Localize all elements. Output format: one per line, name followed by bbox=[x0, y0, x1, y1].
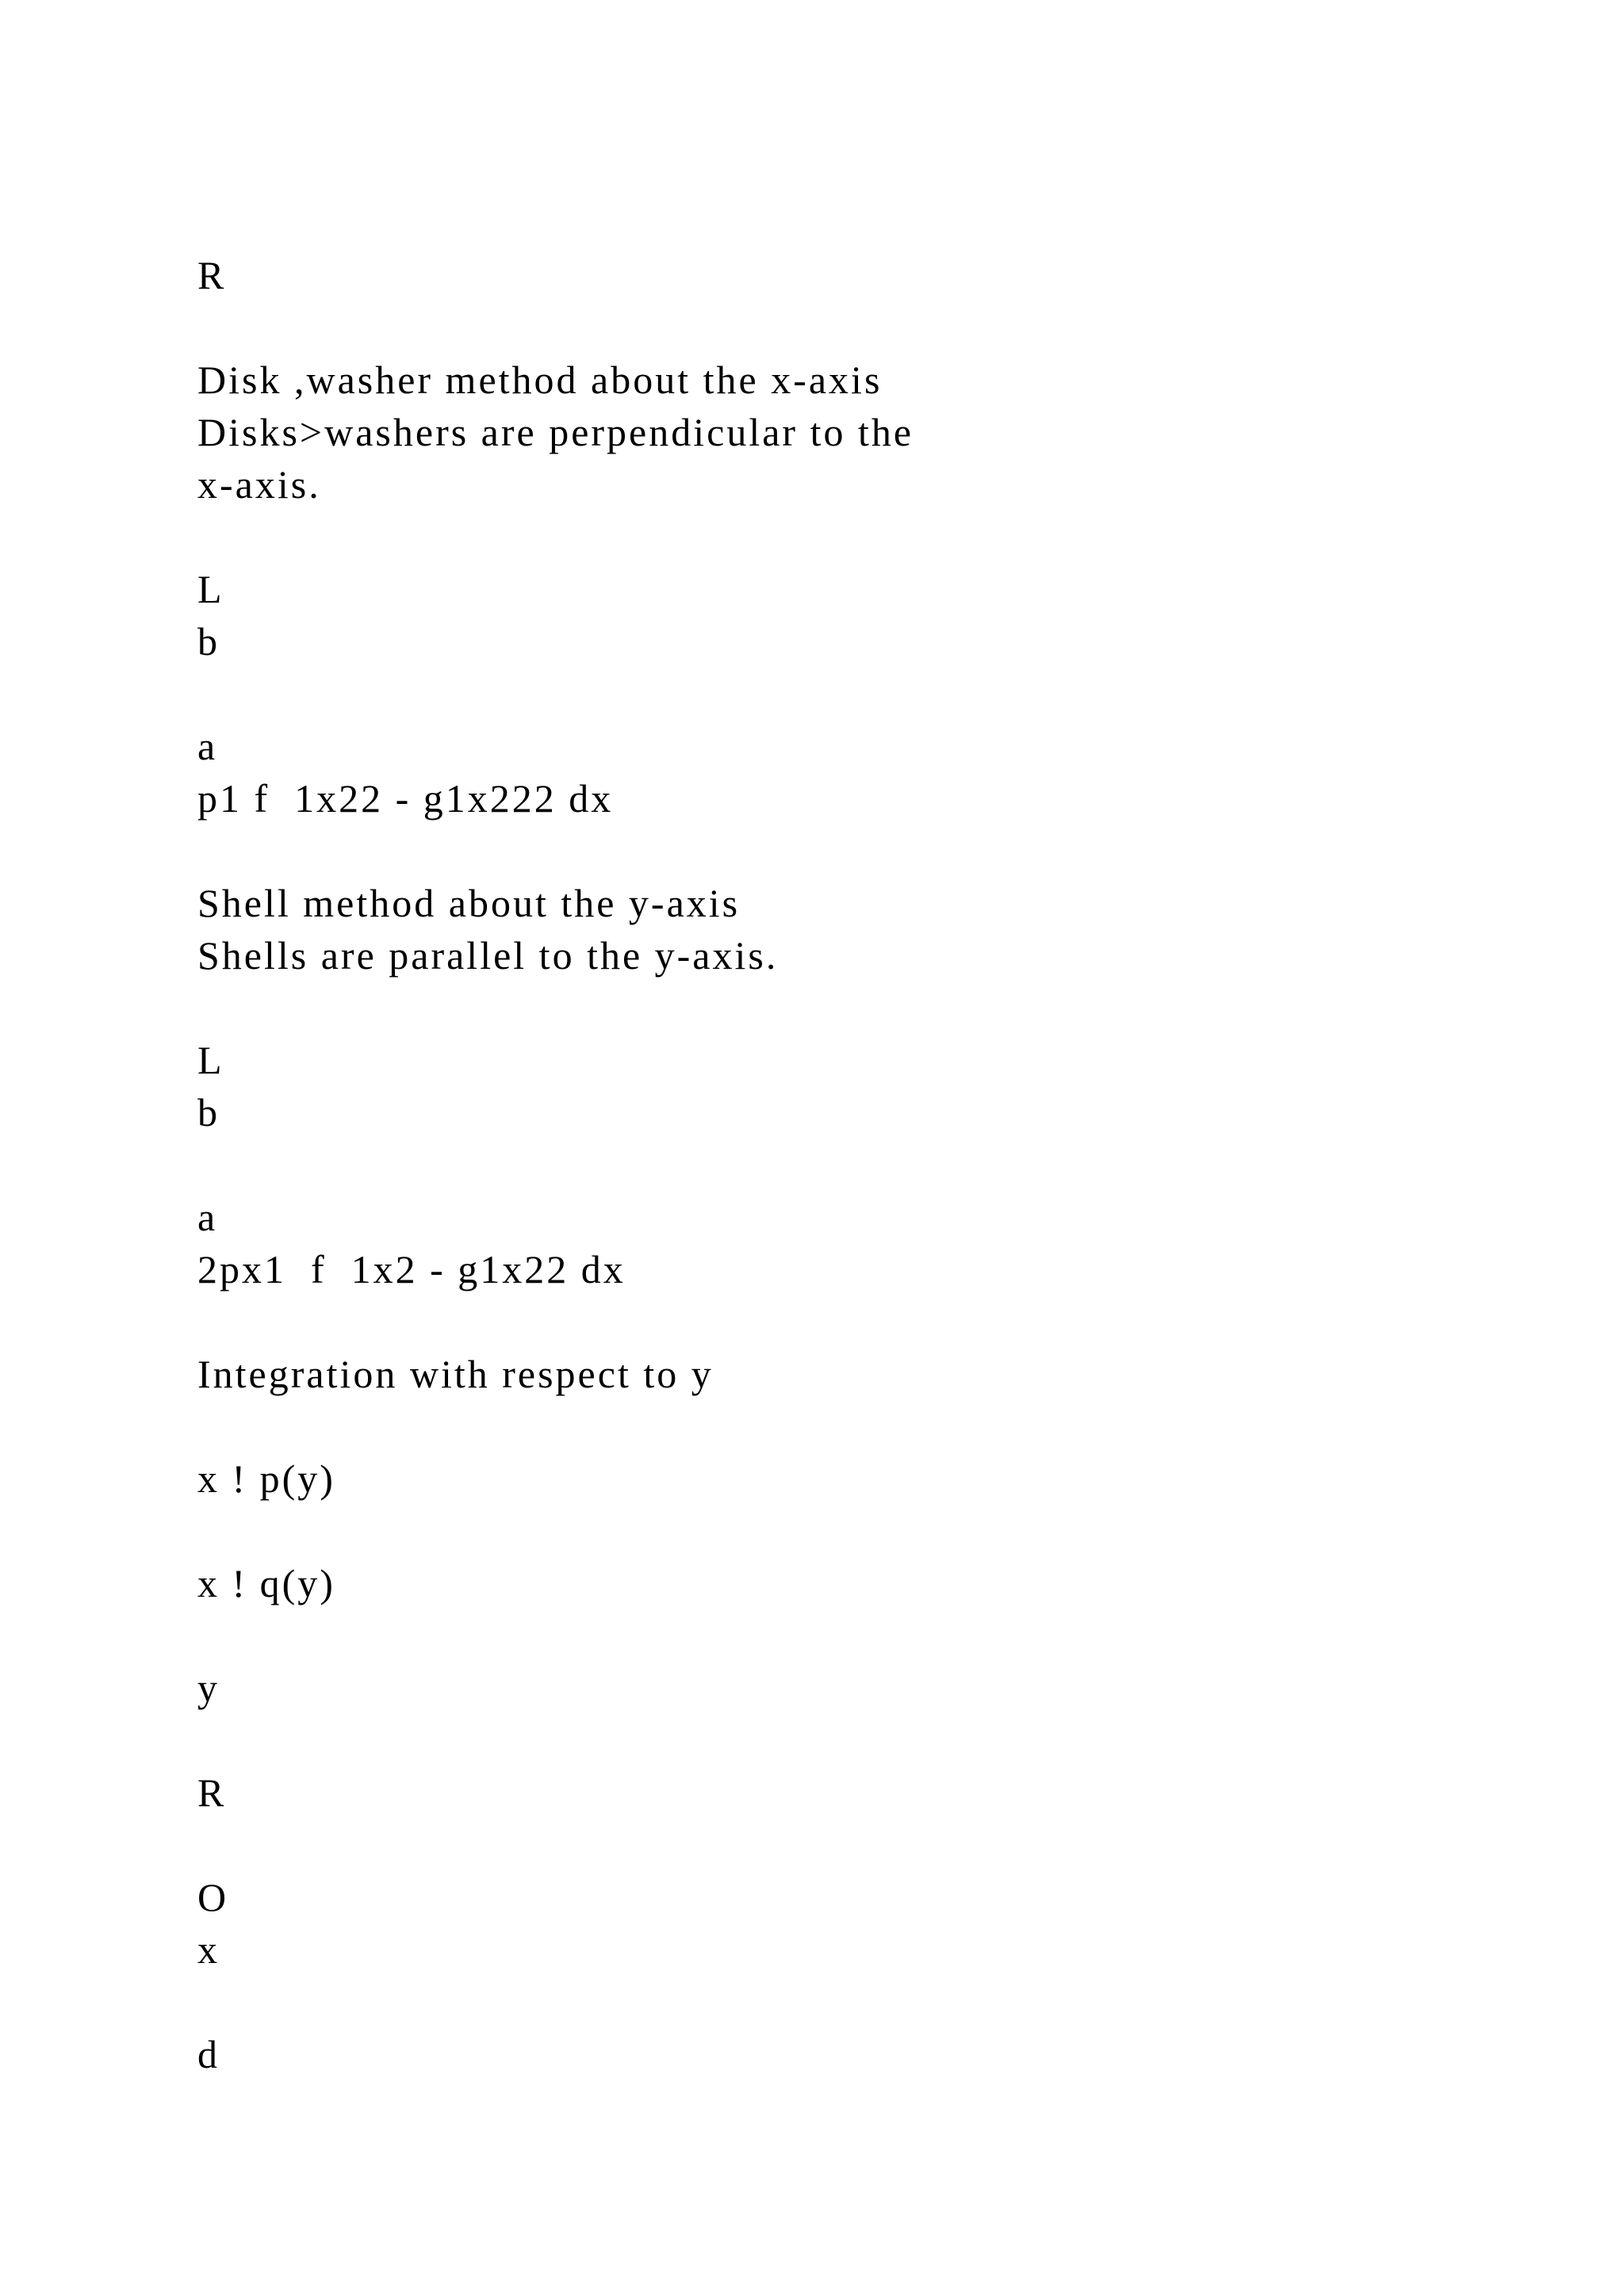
lower-limit-a: a bbox=[197, 724, 218, 768]
shell-method-heading: Shell method about the y-axis bbox=[197, 881, 741, 925]
axis-label-y: y bbox=[197, 1666, 220, 1710]
limit-label-d: d bbox=[197, 2032, 220, 2076]
shell-method-description: Shells are parallel to the y-axis. bbox=[197, 933, 779, 978]
lower-limit-a-2: a bbox=[197, 1195, 218, 1239]
washer-formula: p1 f 1x22 - g1x222 dx bbox=[197, 776, 614, 821]
disk-washer-description-continued: x-axis. bbox=[197, 462, 321, 507]
integration-y-heading: Integration with respect to y bbox=[197, 1352, 714, 1396]
region-label-r: R bbox=[197, 253, 227, 297]
disk-washer-heading: Disk ,washer method about the x-axis bbox=[197, 358, 883, 402]
integral-sign-label: L bbox=[197, 567, 224, 611]
shell-formula: 2px1 f 1x2 - g1x22 dx bbox=[197, 1247, 626, 1292]
region-label-r-2: R bbox=[197, 1770, 227, 1815]
upper-limit-b-2: b bbox=[197, 1090, 220, 1135]
axis-label-x: x bbox=[197, 1927, 220, 1972]
disk-washer-description: Disks>washers are perpendicular to the bbox=[197, 410, 914, 454]
curve-label-p: x ! p(y) bbox=[197, 1456, 335, 1501]
origin-label-o: O bbox=[197, 1875, 229, 1919]
curve-label-q: x ! q(y) bbox=[197, 1561, 335, 1605]
integral-sign-label-2: L bbox=[197, 1038, 224, 1082]
upper-limit-b: b bbox=[197, 619, 220, 664]
